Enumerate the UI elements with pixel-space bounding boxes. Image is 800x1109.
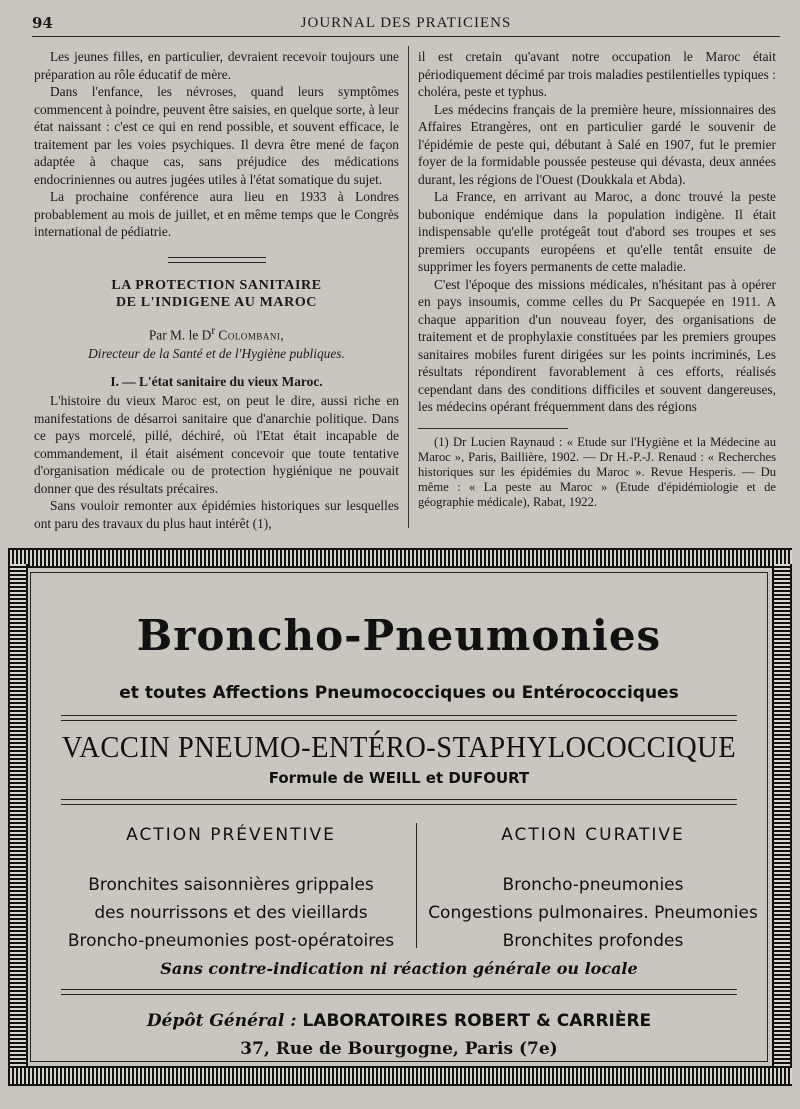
paragraph: Dans l'enfance, les névroses, quand leurs symptômes commencent à poindre, peuvent être saisies, en quelque sorte, à leur état naissant : c'est ce qui en rend possible, et souvent efficace, le traitement par les voies psychiques. Il devra être mené de façon adaptée à chaque cas, sans préjudice des médications endocriniennes ou autres jugées utiles à l'état somatique du sujet. [34,84,399,187]
ad-divider [61,989,737,995]
ad-preventive-line: des nourrissons et des vieillards [94,903,368,923]
paragraph: C'est l'époque des missions médicales, n'hésitant pas à opérer en pays insoumis, comme celles du Pr Sacquepée en 1911. A chaque apparition d'un nouveau foyer, des organisations de traitement et de prophylaxie constituées par les premiers groupes sanitaires mobiles furent dirigées sur les points incriminés, Les résultats répondirent favorablement à ces efforts, réalisés cependant dans des conditions difficiles et souvent dangereuses, les médecins opérant fréquemment dans des régions [418,276,776,414]
ad-panel [30,572,768,1062]
section-divider [168,257,266,263]
column-separator [408,46,409,528]
ad-curative-column [423,825,763,955]
ad-border [8,548,792,568]
ad-contraindication: Sans contre-indication ni réaction générale ou locale [160,959,638,978]
ad-column-separator [416,823,417,948]
author-prefix: Par M. le D [148,326,212,342]
ad-title: Broncho-Pneumonies [136,611,662,660]
ad-preventive-line: Broncho-pneumonies post-opératoires [67,931,395,951]
paragraph: il est cretain qu'avant notre occupation le Maroc était périodiquement décimé par trois maladies pestilentielles typiques : choléra, peste et typhus. [418,49,776,99]
left-column [34,48,399,532]
ad-curative-heading: ACTION CURATIVE [501,825,685,845]
ad-vaccine-name: VACCIN PNEUMO-ENTÉRO-STAPHYLOCOCCIQUE [61,729,737,764]
ad-preventive-column [51,825,411,955]
footnote-text: (1) Dr Lucien Raynaud : « Etude sur l'Hygiène et la Médecine au Maroc », Paris, Baillière, 1902. — Dr H.-P.-J. Renaud : « Recherches historiques sur les épidémies du Maroc ». Revue Hesperis. — Du même : « La peste au Maroc » (Etude d'épidémiologie et de géographie médicale), Rabat, 1922. [418,434,776,510]
article-title-line: LA PROTECTION SANITAIRE [111,277,322,293]
paragraph: La France, en arrivant au Maroc, a donc trouvé la peste bubonique endémique dans la population indigène. Il était indispensable qu'elle protégeât tout d'abord ses troupes et ses premiers occupants européens et qu'elle tentât ensuite de supprimer les foyers permanents de cette maladie. [418,189,776,274]
paragraph: L'histoire du vieux Maroc est, on peut le dire, aussi riche en manifestations de désarroi sanitaire que d'anarchie politique. Dans ce pays morcelé, pillé, déchiré, où l'Etat était incapable de commandement, il était aisément concevoir que toute tentative d'organisation médicale ou de protection hygiénique ne pouvait donner que des résultats précaires. [34,393,399,496]
author-prefix-sup: r [211,324,216,337]
footnote [418,435,776,511]
right-column [418,48,776,511]
ad-subtitle: et toutes Affections Pneumococciques ou Entérococciques [119,683,679,703]
ad-curative-line: Broncho-pneumonies [502,875,684,895]
paragraph: Les jeunes filles, en particulier, devraient recevoir toujours une préparation au rôle éducatif de mère. [34,49,399,82]
article-author [34,323,399,344]
ad-address: 37, Rue de Bourgogne, Paris (7e) [240,1039,558,1059]
ad-curative-line: Bronchites profondes [502,931,684,951]
running-header [32,14,780,36]
author-role: Directeur de la Santé et de l'Hygiène publiques. [88,346,345,362]
ad-preventive-line: Bronchites saisonnières grippales [88,875,374,895]
footnote-rule [418,428,568,429]
journal-title: JOURNAL DES PRATICIENS [300,15,512,31]
ad-depot-name: LABORATOIRES ROBERT & CARRIÈRE [302,1011,652,1031]
section-heading: I. — L'état sanitaire du vieux Maroc. [110,373,323,389]
paragraph: La prochaine conférence aura lieu en 1933 à Londres probablement au mois de juillet, et en même temps que le Congrès international de pédiatrie. [34,189,399,239]
ad-depot [31,1011,767,1031]
ad-curative-line: Congestions pulmonaires. Pneumonies [428,903,758,923]
paragraph: Sans vouloir remonter aux épidémies historiques sur lesquelles ont paru des travaux du plus haut intérêt (1), [34,498,399,531]
article-title [34,277,399,311]
ad-depot-label: Dépôt Général : [146,1011,297,1031]
ad-border [772,564,792,1068]
page-number: 94 [32,14,53,32]
ad-border [8,1066,792,1086]
header-rule [32,36,780,37]
article-title-line: DE L'INDIGENE AU MAROC [115,294,318,310]
ad-preventive-heading: ACTION PRÉVENTIVE [126,825,336,845]
ad-divider [61,799,737,805]
ad-divider [61,715,737,721]
author-name: Colombani, [218,326,285,342]
ad-border [8,564,28,1068]
paragraph: Les médecins français de la première heure, missionnaires des Affaires Etrangères, ont en particulier gardé le souvenir de l'épidémie de peste qui, débutant à Salé en 1907, fut le premier foyer de la formidable poussée pesteuse qui dévasta, deux années durant, les régions de l'Ouest (Doukkala et Abda). [418,101,776,187]
ad-formula: Formule de WEILL et DUFOURT [268,769,530,787]
advertisement [8,548,792,1086]
